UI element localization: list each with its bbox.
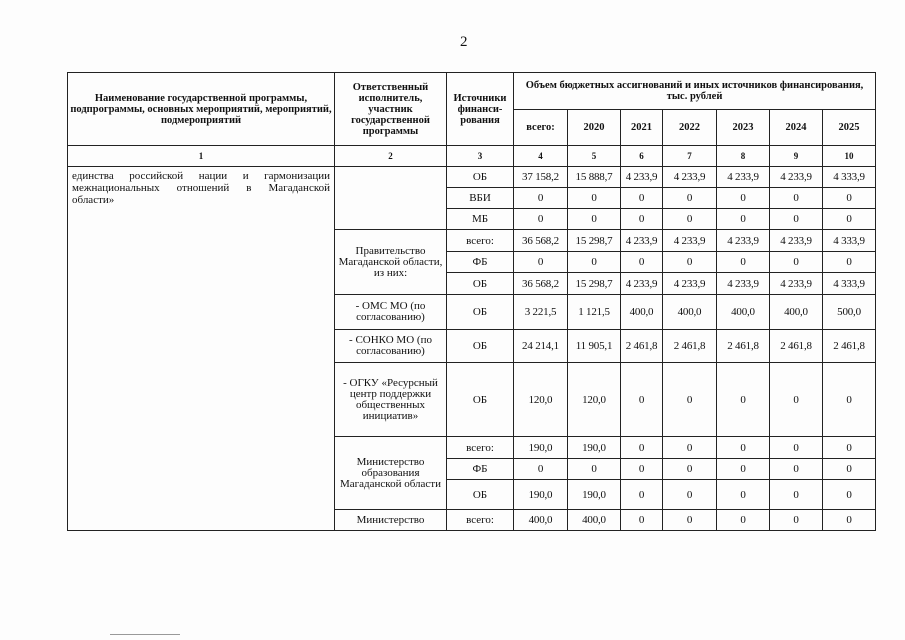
year-value-cell: 0	[770, 252, 823, 273]
source-cell: всего:	[447, 510, 514, 531]
year-value-cell: 0	[823, 209, 876, 230]
total-value-cell: 3 221,5	[514, 295, 568, 330]
column-number: 3	[447, 146, 514, 167]
year-value-cell: 4 233,9	[663, 273, 717, 295]
year-value-cell: 4 233,9	[717, 273, 770, 295]
executor-cell: - ОМС МО (по согласованию)	[335, 295, 447, 330]
year-value-cell: 500,0	[823, 295, 876, 330]
year-value-cell: 4 333,9	[823, 167, 876, 188]
source-cell: ФБ	[447, 459, 514, 480]
year-value-cell: 2 461,8	[621, 330, 663, 363]
total-value-cell: 37 158,2	[514, 167, 568, 188]
header-year: 2025	[823, 110, 876, 146]
year-value-cell: 4 233,9	[717, 230, 770, 252]
column-number: 6	[621, 146, 663, 167]
budget-table	[67, 72, 876, 531]
total-value-cell: 0	[514, 188, 568, 209]
year-value-cell: 0	[770, 437, 823, 459]
source-cell: ОБ	[447, 363, 514, 437]
year-value-cell: 2 461,8	[823, 330, 876, 363]
year-value-cell: 0	[568, 209, 621, 230]
year-value-cell: 0	[663, 188, 717, 209]
year-value-cell: 0	[770, 510, 823, 531]
column-number: 5	[568, 146, 621, 167]
year-value-cell: 0	[717, 209, 770, 230]
year-value-cell: 0	[621, 209, 663, 230]
year-value-cell: 0	[823, 510, 876, 531]
year-value-cell: 400,0	[663, 295, 717, 330]
year-value-cell: 0	[717, 437, 770, 459]
source-cell: ОБ	[447, 167, 514, 188]
program-name-cell: единства российской нации и гармонизации межнациональных отношений в Магаданской области»	[68, 167, 335, 531]
year-value-cell: 4 233,9	[621, 167, 663, 188]
total-value-cell: 0	[514, 459, 568, 480]
source-cell: ОБ	[447, 330, 514, 363]
year-value-cell: 400,0	[621, 295, 663, 330]
year-value-cell: 0	[621, 480, 663, 510]
year-value-cell: 4 233,9	[770, 273, 823, 295]
source-cell: ОБ	[447, 480, 514, 510]
year-value-cell: 0	[770, 363, 823, 437]
year-value-cell: 0	[663, 363, 717, 437]
year-value-cell: 15 298,7	[568, 273, 621, 295]
year-value-cell: 0	[717, 363, 770, 437]
header-program-name: Наименование государственной программы, подпрограммы, основных мероприятий, мероприятий, подмероприятий	[68, 73, 335, 146]
year-value-cell: 4 233,9	[770, 230, 823, 252]
year-value-cell: 400,0	[770, 295, 823, 330]
header-funding-group: Объем бюджетных ассигнований и иных источников финансирования, тыс. рублей	[514, 73, 876, 110]
year-value-cell: 0	[823, 480, 876, 510]
column-numbers-row	[68, 146, 876, 167]
year-value-cell: 0	[717, 510, 770, 531]
header-sources: Источники финанси-рования	[447, 73, 514, 146]
column-number: 4	[514, 146, 568, 167]
year-value-cell: 0	[717, 188, 770, 209]
year-value-cell: 0	[621, 459, 663, 480]
source-cell: ВБИ	[447, 188, 514, 209]
year-value-cell: 0	[621, 363, 663, 437]
year-value-cell: 4 333,9	[823, 273, 876, 295]
year-value-cell: 190,0	[568, 437, 621, 459]
total-value-cell: 24 214,1	[514, 330, 568, 363]
executor-cell	[335, 167, 447, 230]
total-value-cell: 0	[514, 252, 568, 273]
year-value-cell: 0	[663, 510, 717, 531]
year-value-cell: 0	[823, 252, 876, 273]
year-value-cell: 2 461,8	[770, 330, 823, 363]
year-value-cell: 400,0	[717, 295, 770, 330]
year-value-cell: 4 233,9	[663, 167, 717, 188]
year-value-cell: 190,0	[568, 480, 621, 510]
header-year: 2024	[770, 110, 823, 146]
source-cell: МБ	[447, 209, 514, 230]
source-cell: всего:	[447, 437, 514, 459]
header-year: 2023	[717, 110, 770, 146]
year-value-cell: 0	[823, 188, 876, 209]
executor-cell: Правительство Магаданской области, из них:	[335, 230, 447, 295]
year-value-cell: 15 888,7	[568, 167, 621, 188]
year-value-cell: 0	[663, 437, 717, 459]
year-value-cell: 0	[621, 252, 663, 273]
table-body	[68, 167, 876, 531]
source-cell: ФБ	[447, 252, 514, 273]
page-number: 2	[460, 34, 468, 50]
total-value-cell: 400,0	[514, 510, 568, 531]
column-number: 2	[335, 146, 447, 167]
source-cell: всего:	[447, 230, 514, 252]
year-value-cell: 0	[770, 209, 823, 230]
year-value-cell: 0	[568, 188, 621, 209]
total-value-cell: 36 568,2	[514, 230, 568, 252]
year-value-cell: 4 233,9	[621, 273, 663, 295]
year-value-cell: 2 461,8	[717, 330, 770, 363]
year-value-cell: 0	[568, 252, 621, 273]
table-row	[68, 167, 876, 188]
header-year: 2021	[621, 110, 663, 146]
year-value-cell: 2 461,8	[663, 330, 717, 363]
year-value-cell: 4 233,9	[663, 230, 717, 252]
year-value-cell: 4 233,9	[717, 167, 770, 188]
header-year: 2020	[568, 110, 621, 146]
column-number: 8	[717, 146, 770, 167]
total-value-cell: 190,0	[514, 437, 568, 459]
executor-cell: Министерство	[335, 510, 447, 531]
year-value-cell: 0	[663, 252, 717, 273]
column-number: 1	[68, 146, 335, 167]
year-value-cell: 400,0	[568, 510, 621, 531]
year-value-cell: 4 333,9	[823, 230, 876, 252]
executor-cell: - ОГКУ «Ресурсный центр поддержки общественных инициатив»	[335, 363, 447, 437]
year-value-cell: 0	[770, 480, 823, 510]
year-value-cell: 0	[770, 188, 823, 209]
year-value-cell: 4 233,9	[770, 167, 823, 188]
year-value-cell: 0	[568, 459, 621, 480]
header-total: всего:	[514, 110, 568, 146]
year-value-cell: 0	[823, 437, 876, 459]
header-year: 2022	[663, 110, 717, 146]
year-value-cell: 0	[823, 459, 876, 480]
year-value-cell: 0	[717, 459, 770, 480]
column-number: 7	[663, 146, 717, 167]
year-value-cell: 0	[663, 480, 717, 510]
year-value-cell: 4 233,9	[621, 230, 663, 252]
year-value-cell: 120,0	[568, 363, 621, 437]
year-value-cell: 0	[621, 188, 663, 209]
source-cell: ОБ	[447, 295, 514, 330]
year-value-cell: 15 298,7	[568, 230, 621, 252]
year-value-cell: 0	[663, 209, 717, 230]
year-value-cell: 0	[717, 480, 770, 510]
year-value-cell: 0	[663, 459, 717, 480]
year-value-cell: 0	[770, 459, 823, 480]
year-value-cell: 0	[717, 252, 770, 273]
header-executor: Ответственный исполнитель, участник государственной программы	[335, 73, 447, 146]
executor-cell: Министерство образования Магаданской области	[335, 437, 447, 510]
scan-artifact	[110, 634, 180, 635]
total-value-cell: 0	[514, 209, 568, 230]
year-value-cell: 0	[621, 510, 663, 531]
year-value-cell: 11 905,1	[568, 330, 621, 363]
source-cell: ОБ	[447, 273, 514, 295]
total-value-cell: 36 568,2	[514, 273, 568, 295]
year-value-cell: 0	[621, 437, 663, 459]
total-value-cell: 190,0	[514, 480, 568, 510]
column-number: 10	[823, 146, 876, 167]
column-number: 9	[770, 146, 823, 167]
executor-cell: - СОНКО МО (по согласованию)	[335, 330, 447, 363]
year-value-cell: 0	[823, 363, 876, 437]
total-value-cell: 120,0	[514, 363, 568, 437]
year-value-cell: 1 121,5	[568, 295, 621, 330]
